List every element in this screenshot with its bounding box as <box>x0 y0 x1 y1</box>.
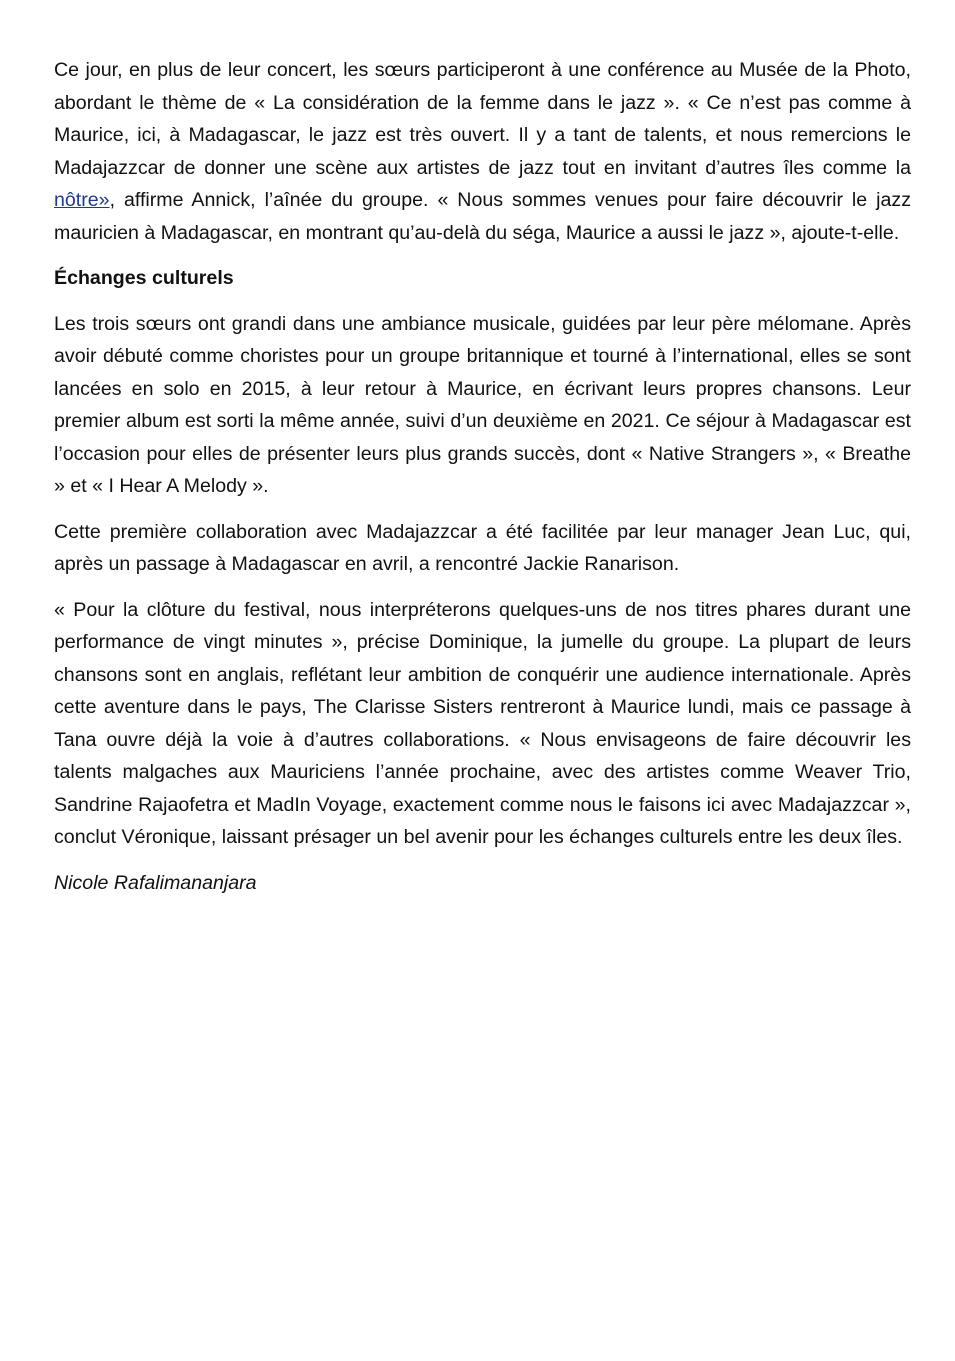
author-byline: Nicole Rafalimananjara <box>54 871 257 894</box>
paragraph-closing: « Pour la clôture du festival, nous interpréterons quelques-uns de nos titres phares durant une performance de vingt minutes », précise Dominique, la jumelle du groupe. La plupart de leurs chansons sont en anglais, reflétant leur ambition de conquérir une audience internationale. Après cette aventure dans le pays, The Clarisse Sisters rentreront à Maurice lundi, mais ce passage à Tana ouvre déjà la voie à d’autres collaborations. « Nous envisageons de faire découvrir les talents malgaches aux Mauriciens l’année prochaine, avec des artistes comme Weaver Trio, Sandrine Rajaofetra et MadIn Voyage, exactement comme nous le faisons ici avec Madajazzcar », conclut Véronique, laissant présager un bel avenir pour les échanges culturels entre les deux îles. <box>54 598 911 848</box>
notre-link[interactable]: nôtre» <box>54 189 110 211</box>
article-body <box>54 54 911 912</box>
paragraph-intro-text-before: Ce jour, en plus de leur concert, les sœurs participeront à une conférence au Musée de la Photo, abordant le thème de « La considération de la femme dans le jazz ». « Ce n’est pas comme à Maurice, ici, à Madagascar, le jazz est très ouvert. Il y a tant de talents, et nous remercions le Madajazzcar de donner une scène aux artistes de jazz tout en invitant d’autres îles comme la <box>54 59 911 179</box>
paragraph-collaboration: Cette première collaboration avec Madajazzcar a été facilitée par leur manager Jean Luc, qui, après un passage à Madagascar en avril, a rencontré Jackie Ranarison. <box>54 520 911 575</box>
paragraph-intro <box>54 54 911 249</box>
section-heading: Échanges culturels <box>54 267 234 289</box>
paragraph-intro-text-after: , affirme Annick, l’aînée du groupe. « Nous sommes venues pour faire découvrir le jazz mauricien à Madagascar, en montrant qu’au-delà du séga, Maurice a aussi le jazz », ajoute-t-elle. <box>54 189 911 244</box>
paragraph-background: Les trois sœurs ont grandi dans une ambiance musicale, guidées par leur père mélomane. Après avoir débuté comme choristes pour un groupe britannique et tourné à l’international, elles se sont lancées en solo en 2015, à leur retour à Maurice, en écrivant leurs propres chansons. Leur premier album est sorti la même année, suivi d’un deuxième en 2021. Ce séjour à Madagascar est l’occasion pour elles de présenter leurs plus grands succès, dont « Native Strangers », « Breathe » et « I Hear A Melody ». <box>54 312 911 497</box>
